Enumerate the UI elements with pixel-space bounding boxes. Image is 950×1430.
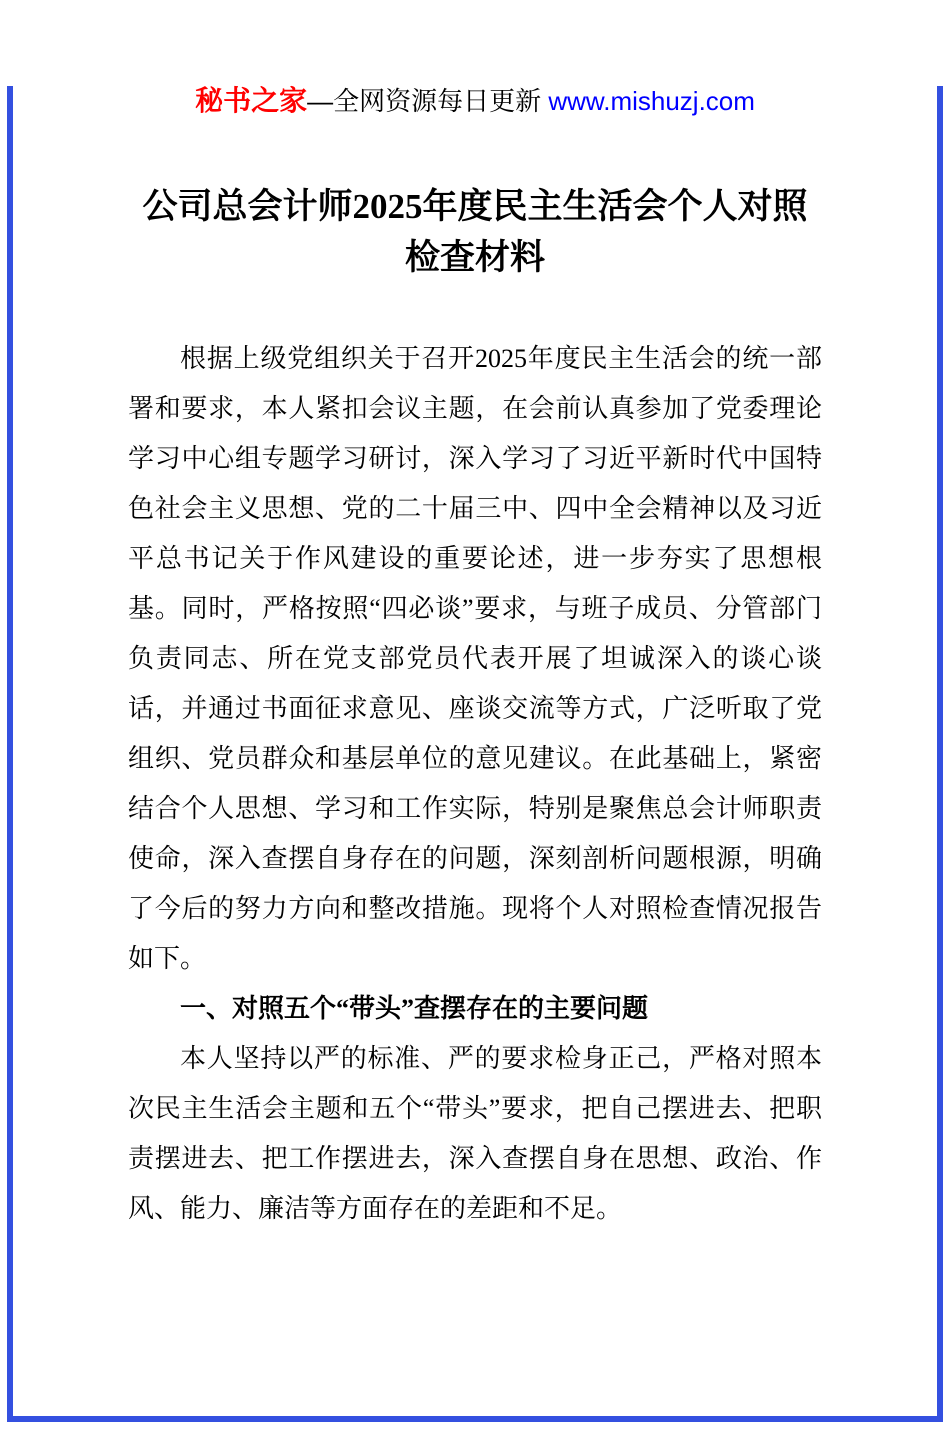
document-title-line-1: 公司总会计师2025年度民主生活会个人对照 <box>142 187 808 226</box>
site-brand: 秘书之家 <box>195 85 308 116</box>
document-title <box>128 181 822 283</box>
document-page <box>0 86 950 1430</box>
paragraph: 根据上级党组织关于召开2025年度民主生活会的统一部署和要求，本人紧扣会议主题，在会前认真参加了党委理论学习中心组专题学习研讨，深入学习了习近平新时代中国特色社会主义思想、党的二十届三中、四中全会精神以及习近平总书记关于作风建设的重要论述，进一步夯实了思想根基。同时，严格按照“四必谈”要求，与班子成员、分管部门负责同志、所在党支部党员代表开展了坦诚深入的谈心谈话，并通过书面征求意见、座谈交流等方式，广泛听取了党组织、党员群众和基层单位的意见建议。在此基础上，紧密结合个人思想、学习和工作实际，特别是聚焦总会计师职责使命，深入查摆自身存在的问题，深刻剖析问题根源，明确了今后的努力方向和整改措施。现将个人对照检查情况报告如下。 <box>128 344 822 973</box>
site-tagline: —全网资源每日更新 <box>307 86 549 116</box>
section-heading: 一、对照五个“带头”查摆存在的主要问题 <box>180 994 649 1023</box>
document-title-line-2: 检查材料 <box>404 238 545 277</box>
site-header <box>0 86 950 117</box>
page-border-bottom <box>7 1416 943 1422</box>
page-border-right <box>937 86 943 1422</box>
page-border-left <box>7 86 13 1422</box>
site-url[interactable]: www.mishuzj.com <box>548 86 755 116</box>
paragraph: 本人坚持以严的标准、严的要求检身正己，严格对照本次民主生活会主题和五个“带头”要求，把自己摆进去、把职责摆进去、把工作摆进去，深入查摆自身在思想、政治、作风、能力、廉洁等方面存在的差距和不足。 <box>128 1044 822 1223</box>
document-body <box>128 334 822 1234</box>
